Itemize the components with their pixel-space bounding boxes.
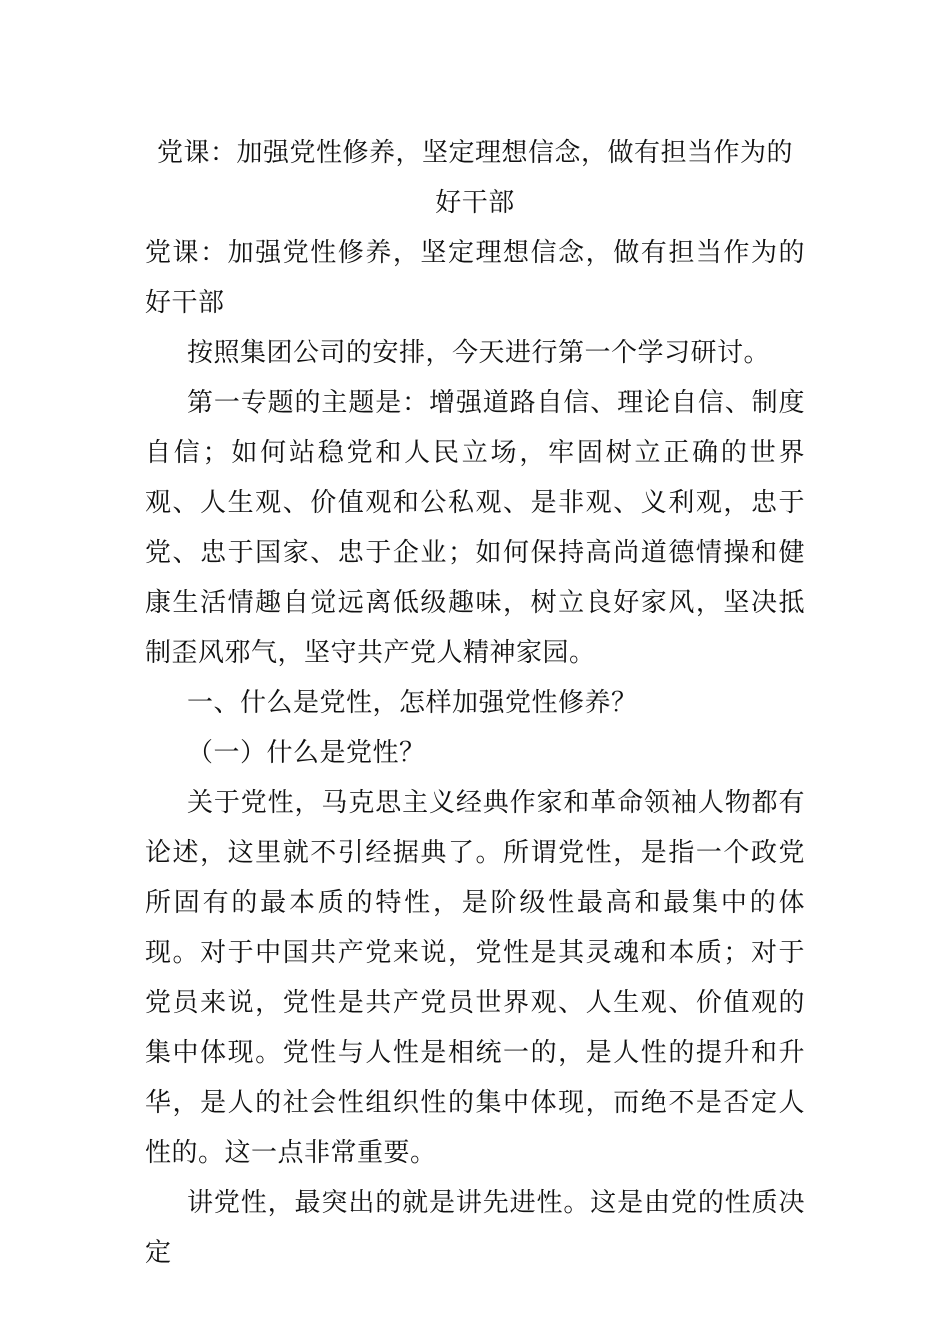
party-nature-paragraph: 关于党性，马克思主义经典作家和革命领袖人物都有论述，这里就不引经据典了。所谓党性，是指一个政党所固有的最本质的特性，是阶级性最高和最集中的体现。对于中国共产党来说，党性是其灵魂和本质；对于党员来说，党性是共产党员世界观、人生观、价值观的集中体现。党性与人性是相统一的，是人性的提升和升华，是人的社会性组织性的集中体现，而绝不是否定人性的。这一点非常重要。 [145,788,805,1168]
document-title: 党课：加强党性修养，坚定理想信念，做有担当作为的好干部 [156,138,793,218]
intro-paragraph: 按照集团公司的安排，今天进行第一个学习研讨。 [187,338,771,368]
document-body [145,128,805,1278]
topic-paragraph: 第一专题的主题是：增强道路自信、理论自信、制度自信；如何站稳党和人民立场，牢固树立正确的世界观、人生观、价值观和公私观、是非观、义利观，忠于党、忠于国家、忠于企业；如何保持高尚道德情操和健康生活情趣自觉远离低级趣味，树立良好家风，坚决抵制歪风邪气，坚守共产党人精神家园。 [145,388,805,668]
advancement-paragraph: 讲党性，最突出的就是讲先进性。这是由党的性质决定 [145,1188,805,1268]
repeated-title-paragraph: 党课：加强党性修养，坚定理想信念，做有担当作为的好干部 [145,238,805,318]
section-heading-1: 一、什么是党性，怎样加强党性修养？ [187,688,638,718]
subsection-heading-1: （一）什么是党性？ [187,738,426,768]
